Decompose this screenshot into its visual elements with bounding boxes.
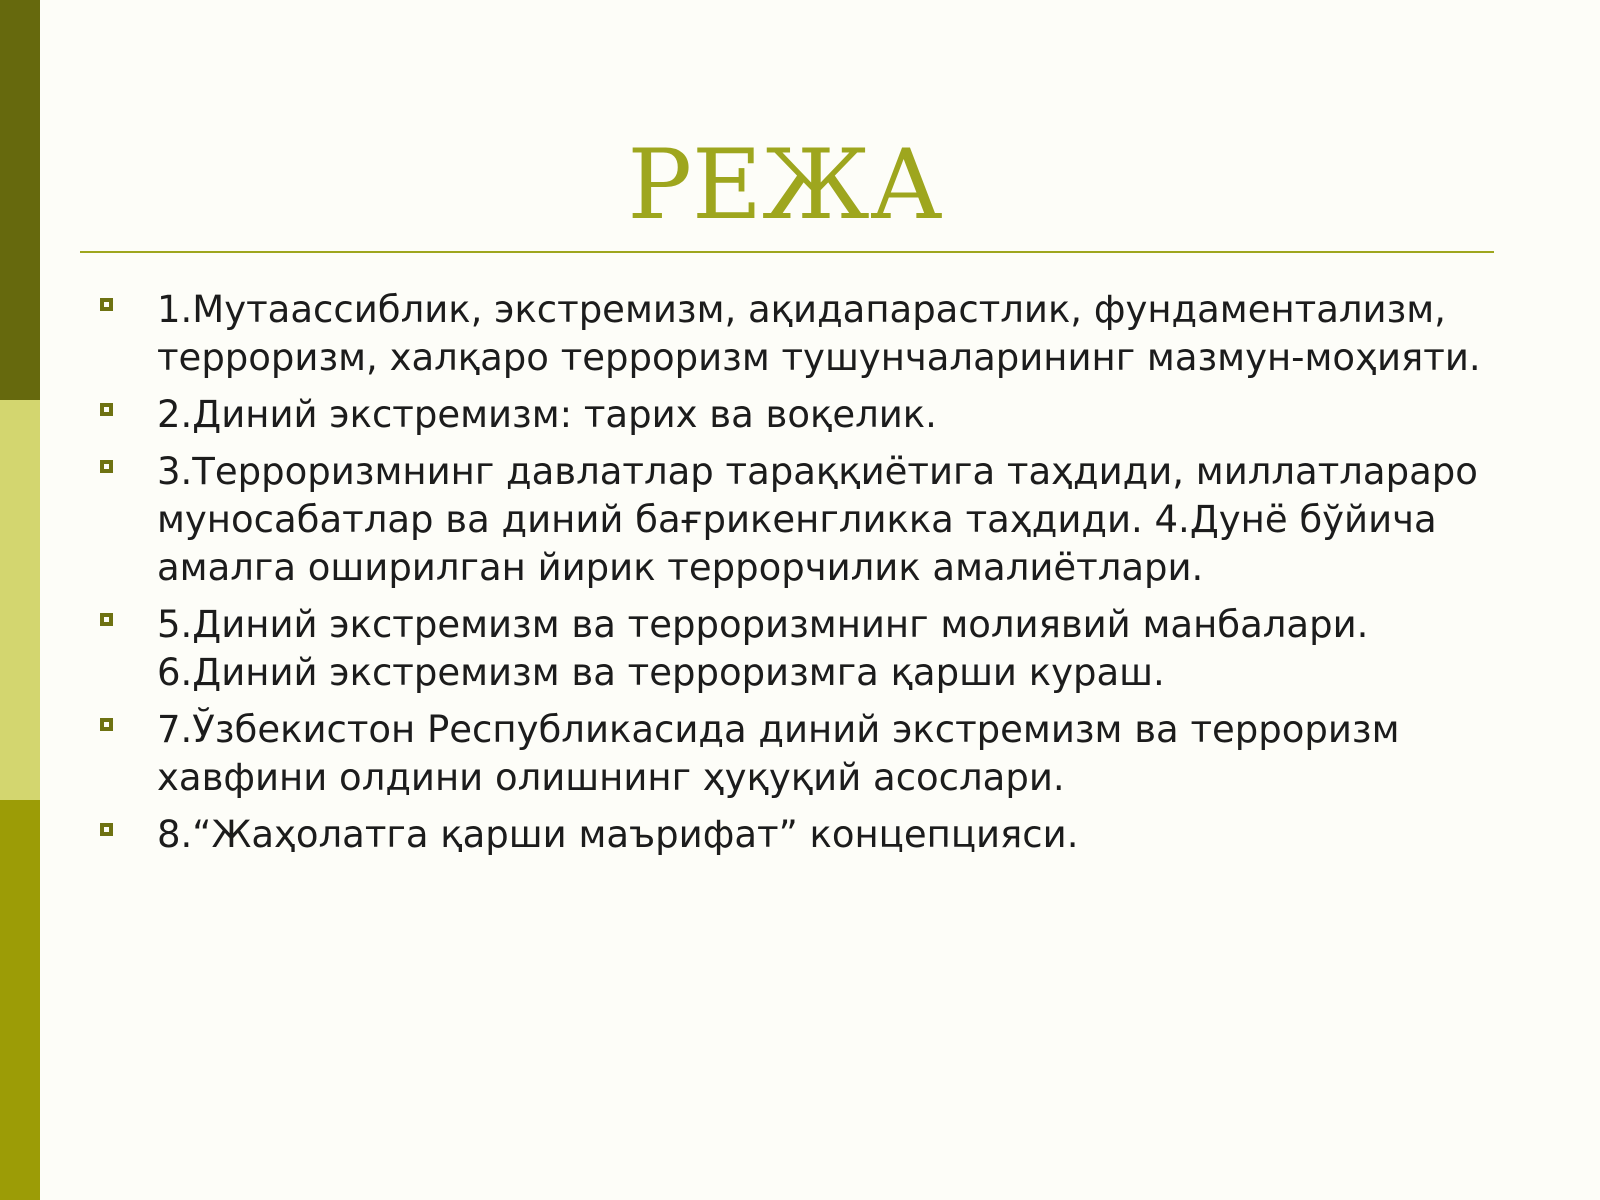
hollow-square-bullet-icon (100, 823, 113, 836)
slide-title: РЕЖА (627, 129, 943, 241)
side-bar-top-segment (0, 0, 40, 400)
bullet-text-6: 8.“Жаҳолатга қарши маърифат” концепцияси. (157, 813, 1079, 856)
side-bar-bottom-segment (0, 800, 40, 1200)
bullet-text-1: 1.Мутаассиблик, экстремизм, ақидапарастлик, фундаментализм, терроризм, халқаро терроризм тушунчаларининг мазмун-моҳияти. (157, 288, 1481, 379)
hollow-square-bullet-icon (100, 298, 113, 311)
bullet-text-5: 7.Ўзбекистон Республикасида диний экстремизм ва терроризм хавфини олдини олишнинг ҳуқуқий асослари. (157, 708, 1400, 799)
hollow-square-bullet-icon (100, 613, 113, 626)
bullet-item-5 (96, 706, 1516, 802)
bullet-item-1 (96, 286, 1516, 382)
bullet-text-2: 2.Диний экстремизм: тарих ва воқелик. (157, 393, 937, 436)
bullet-text-4: 5.Диний экстремизм ва терроризмнинг молиявий манбалари. 6.Диний экстремизм ва терроризмга қарши кураш. (157, 603, 1369, 694)
side-bar-middle-segment (0, 400, 40, 800)
bullet-item-4 (96, 601, 1516, 697)
title-underline-divider (80, 251, 1494, 253)
bullet-item-2 (96, 391, 1516, 439)
bullet-list (96, 286, 1516, 868)
bullet-item-6 (96, 811, 1516, 859)
bullet-text-3: 3.Терроризмнинг давлатлар тараққиётига таҳдиди, миллатлараро муносабатлар ва диний бағрикенгликка таҳдиди. 4.Дунё бўйича амалга оширилган йирик террорчилик амалиётлари. (157, 450, 1478, 589)
decorative-side-bar (0, 0, 40, 1200)
hollow-square-bullet-icon (100, 403, 113, 416)
bullet-item-3 (96, 448, 1516, 592)
hollow-square-bullet-icon (100, 460, 113, 473)
hollow-square-bullet-icon (100, 718, 113, 731)
